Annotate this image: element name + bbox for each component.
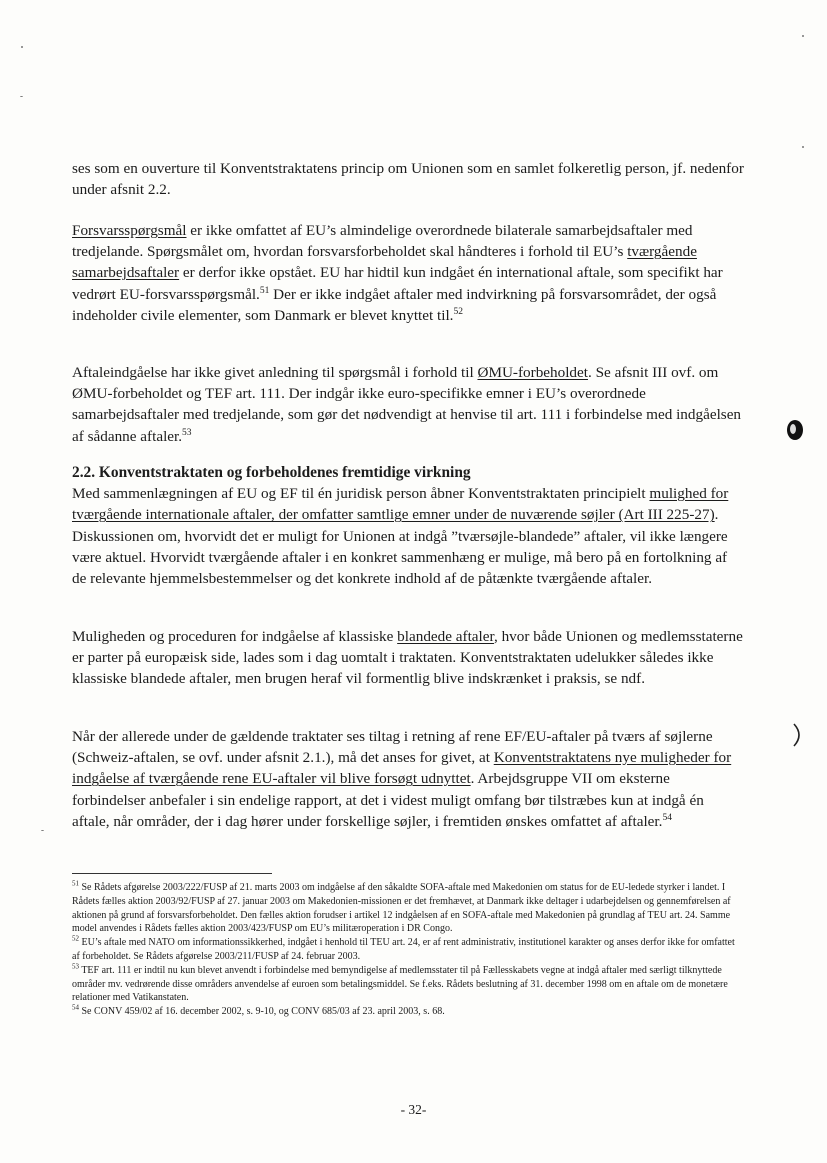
footnotes [72,881,744,1019]
footnote-ref-53: 53 [182,427,192,438]
footnote-52: $^{52}$ EU’s aftale med NATO om informationssikkerhed, indgået i henhold til TEU art. 24, er af rent administrativ, institutionel karakter og anses derfor ikke for omfattet af forbeholdet. Se Rådets afgørelse 2003/211/FUSP af 24. februar 2003. [72,934,735,962]
footnote-54: $^{54}$ Se CONV 459/02 af 16. december 2002, s. 9-10, og CONV 685/03 af 23. april 2003, s. 68. [72,1003,445,1018]
paragraph-text: Aftaleindgåelse har ikke givet anledning til spørgsmål i forhold til ØMU-forbeholdet. Se afsnit III ovf. om ØMU-forbeholdet og TEF art. 111. Der indgår ikke euro-specifikke emner i EU’s overordnede samarbejdsaftaler med tredjelande, som gør det nødvendigt at henvise til art. 111 i forbindelse med indgåelsen af sådanne aftaler.$^{53}$ [72,364,742,445]
punch-hole-shadow-icon [790,722,806,748]
section-2-2 [72,462,744,589]
paragraph-text: Med sammenlægningen af EU og EF til én juridisk person åbner Konventstraktaten principielt mulighed for tværgående internationale aftaler, der omfatter samtlige emner under de nuværende søjler (Art III 225-27). Diskussionen om, hvorvidt det er muligt for Unionen at indgå ”tværsøjle-blandede” aftaler, vil ikke længere være aktuel. Hvorvidt tværgående aftaler i en konkret sammenhæng er mulige, må bero på en fortolkning af de relevante hjemmelsbestemmelser og det konkrete indhold af de påtænkte tværgående aftaler. [72,485,729,588]
scan-speck [41,830,44,831]
paragraph-intro-continuation [72,158,744,200]
footnote-separator [72,873,272,874]
scan-speck [20,96,23,97]
punch-hole-icon [785,418,805,442]
underlined-term: ØMU-forbeholdet [477,364,588,381]
underlined-term: Konventstraktatens nye muligheder for indgåelse af tværgående rene EU-aftaler vil blive forsøgt udnyttet [72,749,732,788]
section-heading: 2.2. Konventstraktaten og forbeholdenes fremtidige virkning [72,464,471,481]
paragraph-text: Når der allerede under de gældende traktater ses tiltag i retning af rene EF/EU-aftaler på tværs af søjlerne (Schweiz-aftalen, se ovf. under afsnit 2.1.), må det anses for givet, at Konventstraktatens nye muligheder for indgåelse af tværgående rene EU-aftaler vil blive forsøgt udnyttet. Arbejdsgruppe VII om eksterne forbindelser anbefaler i sin endelige rapport, at det i videst muligt omfang bør tilstræbes kun at indgå én aftale, når områder, der i dag hører under forskellige søjler, i fremtiden ønskes omfattet af aftaler.$^{54}$ [72,728,732,830]
paragraph-emu-reservation [72,362,744,447]
footnote-ref-52: 52 [453,306,463,317]
paragraph-mixed-agreements [72,626,744,690]
footnote-53: $^{53}$ TEF art. 111 er indtil nu kun blevet anvendt i forbindelse med bemyndigelse af medlemsstater til på Fællesskabets vegne at indgå aftaler med særligt tilknyttede områder mv. vedrørende disse områders anvendelse af euroen som betalingsmiddel. Se f.eks. Rådets beslutning af 31. december 1998 om en aftale om de monetære relationer med Vatikanstaten. [72,962,728,1004]
paragraph-defence-questions [72,220,744,326]
paragraph-text: Forsvarsspørgsmål er ikke omfattet af EU’s almindelige overordnede bilaterale samarbejdsaftaler med tredjelande. Spørgsmålet om, hvordan forsvarsforbeholdet skal håndteres i forhold til EU’s tværgående samarbejdsaftaler er derfor ikke opstået. EU har hidtil kun indgået én international aftale, som specifikt har vedrørt EU-forsvarsspørgsmål.$^{51}$ Der er ikke indgået aftaler med indvirkning på forsvarsområdet, der også indeholder civile elementer, som Danmark er blevet knyttet til.$^{52}$ [72,222,723,324]
footnote-ref-54: 54 [662,812,672,823]
underlined-term: tværgående samarbejdsaftaler [72,243,697,282]
footnote-51: $^{51}$ Se Rådets afgørelse 2003/222/FUSP af 21. marts 2003 om indgåelse af den såkaldte SOFA-aftale med Makedonien om status for de EU-ledede styrker i landet. I Rådets fælles aktion 2003/92/FUSP af 27. januar 2003 om Makedonien-missionen er det fremhævet, at Danmark ikke deltager i udarbejdelsen og gennemførelsen af aktionen på grund af forsvarsforbeholdet. Den fælles aktion forudser i artikel 12 indgåelsen af en SOFA-aftale med Makedonien på grundlag af TEU art. 24. Samme model anvendes i Rådets fælles aktion 2003/423/FUSP om EU’s militæroperation i DR Congo. [72,879,731,935]
paragraph-cross-pillar-agreements [72,726,744,832]
footnote-ref-51: 51 [259,285,270,296]
scan-speck [802,146,804,148]
paragraph-text: ses som en ouverture til Konventstraktatens princip om Unionen som en samlet folkeretlig person, jf. nedenfor under afsnit 2.2. [72,160,744,199]
paragraph-text: Muligheden og proceduren for indgåelse af klassiske blandede aftaler, hvor både Unionen og medlemsstaterne er parter på europæisk side, lades som i dag uomtalt i traktaten. Konventstraktaten udelukker således ikke klassiske blandede aftaler, men brugen heraf vil formentlig blive indskrænket i praksis, se ndf. [72,628,743,688]
underlined-term: mulighed for tværgående internationale aftaler, der omfatter samtlige emner under de nuværende søjler (Art III 225-27) [72,485,729,524]
scan-speck [21,46,23,48]
page-number: - 32- [400,1102,427,1117]
underlined-term: Forsvarsspørgsmål [72,222,187,239]
scan-speck [802,35,804,37]
underlined-term: blandede aftaler [397,628,494,645]
